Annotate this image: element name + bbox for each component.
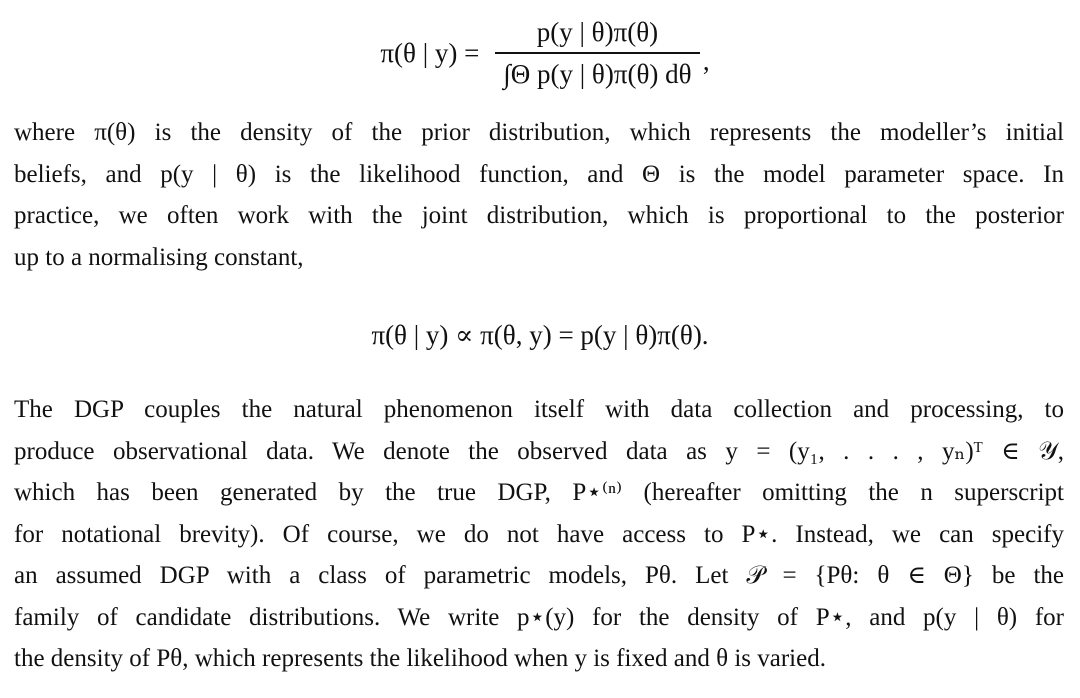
paragraph-line: the density of Pθ, which represents the likelihood when y is fixed and θ is varied. (14, 645, 826, 672)
paragraph-line: which has been generated by the true DGP, P⋆⁽ⁿ⁾ (hereafter omitting the n superscript (14, 479, 1064, 506)
paragraph-line: up to a normalising constant, (14, 243, 304, 271)
joint-distribution-equation (0, 310, 1080, 360)
paragraph-line: where π(θ) is the density of the prior distribution, which represents the modeller’s initial (14, 119, 1064, 146)
paragraph-line: family of candidate distributions. We write p⋆(y) for the density of P⋆, and p(y | θ) for (14, 603, 1064, 631)
bayes-numerator: p(y | θ)π(θ) (536, 17, 659, 47)
paragraph-line: The DGP couples the natural phenomenon itself with data collection and processing, to (14, 396, 1064, 423)
bayes-lhs: π(θ | y) = (380, 37, 480, 68)
paragraph-line: practice, we often work with the joint distribution, which is proportional to the posterior (14, 202, 1064, 229)
bayes-fraction (495, 16, 710, 90)
paragraph-line: produce observational data. We denote the observed data as y = (y₁, . . . , yₙ)ᵀ ∈ 𝒴, (14, 437, 1064, 465)
paragraph-prior-likelihood (14, 112, 1064, 278)
bayes-denominator: ∫Θ p(y | θ)π(θ) dθ (503, 59, 692, 89)
paragraph-line: beliefs, and p(y | θ) is the likelihood function, and Θ is the model parameter space. In (14, 160, 1064, 188)
joint-equation-text: π(θ | y) ∝ π(θ, y) = p(y | θ)π(θ). (371, 319, 709, 350)
bayes-trailing-comma: , (702, 46, 710, 76)
bayes-equation (0, 8, 1080, 98)
paragraph-dgp (14, 389, 1064, 680)
paragraph-line: for notational brevity). Of course, we do not have access to P⋆. Instead, we can specify (14, 520, 1064, 548)
paragraph-line: an assumed DGP with a class of parametric models, Pθ. Let 𝒫 = {Pθ: θ ∈ Θ} be the (14, 562, 1064, 589)
